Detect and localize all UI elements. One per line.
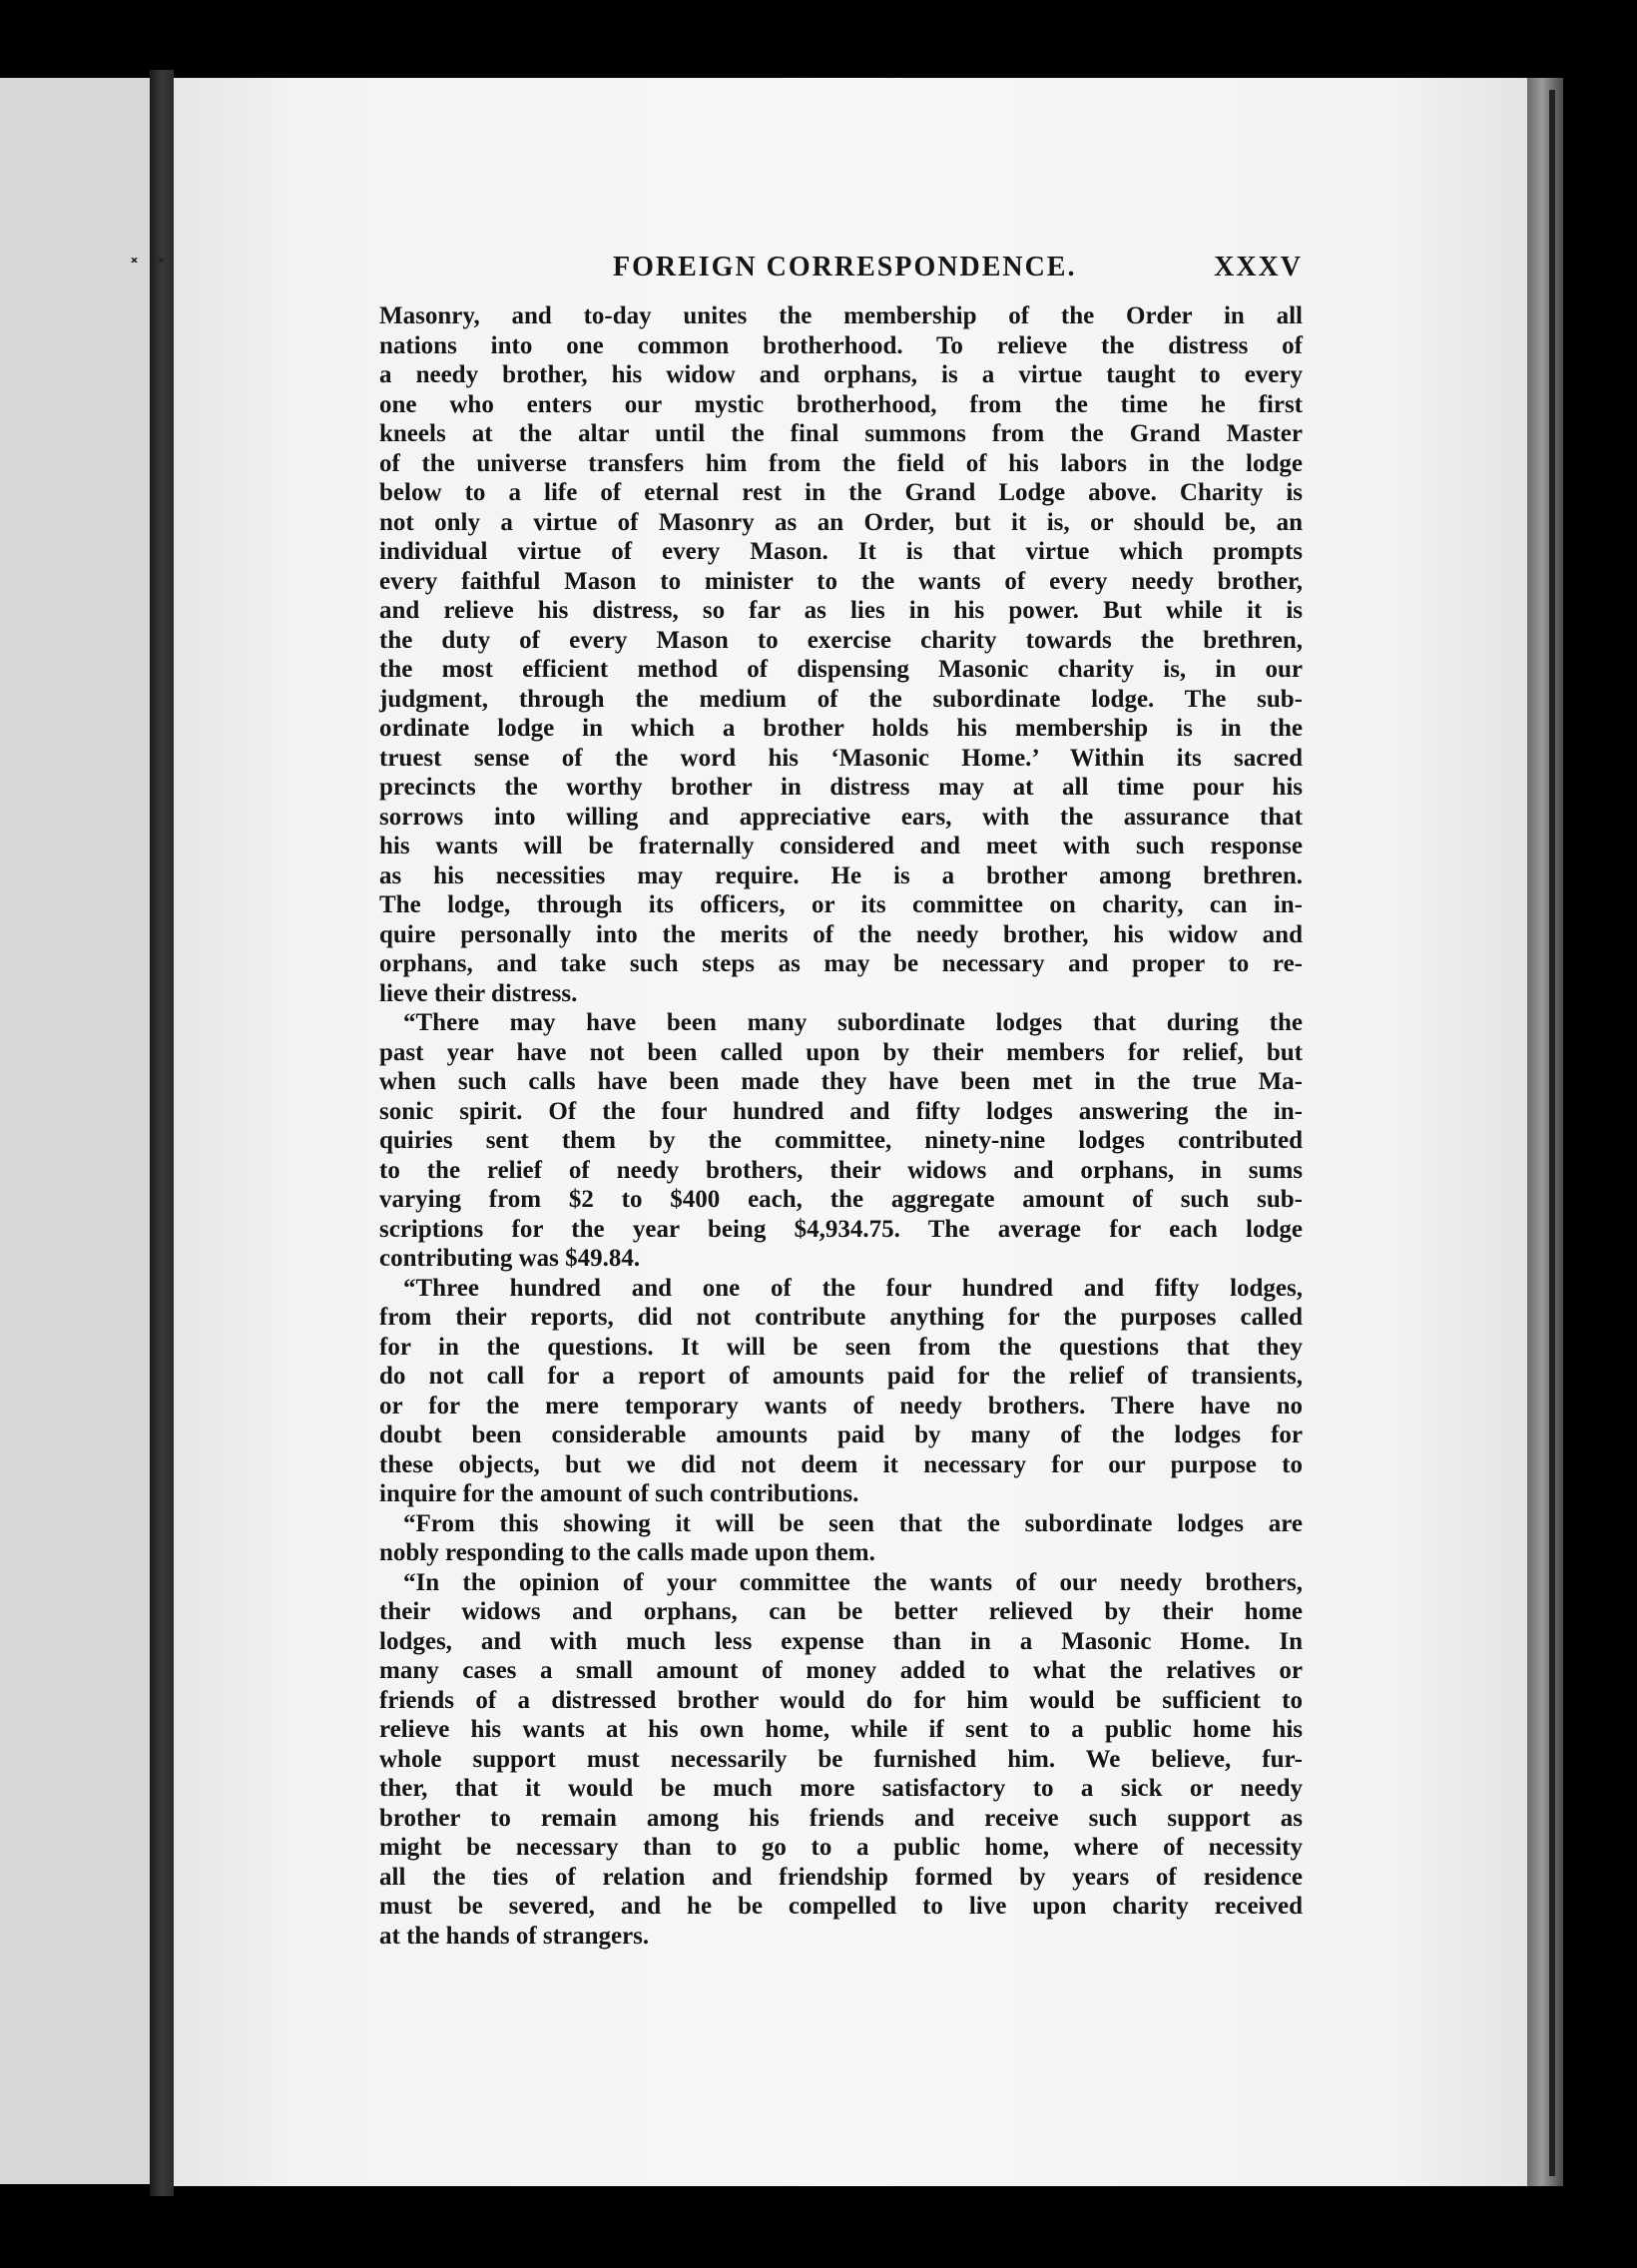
paragraph xyxy=(379,1274,1303,1509)
text-line: lodges, and with much less expense than in a Masonic Home. In xyxy=(379,1627,1303,1655)
page-fore-edge-shadow xyxy=(1549,90,1555,2176)
page-number: XXXV xyxy=(1214,252,1303,283)
body-text xyxy=(379,301,1303,1951)
text-line: nations into one common brotherhood. To relieve the distress of xyxy=(379,331,1303,359)
text-line: scriptions for the year being $4,934.75. The average for each lodge xyxy=(379,1215,1303,1243)
text-line: not only a virtue of Masonry as an Order, but it is, or should be, an xyxy=(379,508,1303,536)
text-line: all the ties of relation and friendship formed by years of residence xyxy=(379,1863,1303,1891)
text-line: the most efficient method of dispensing Masonic charity is, in our xyxy=(379,656,1303,683)
text-line: sonic spirit. Of the four hundred and fifty lodges answering the in- xyxy=(379,1097,1303,1125)
text-line: quire personally into the merits of the needy brother, his widow and xyxy=(379,920,1303,948)
text-line: Masonry, and to-day unites the membership of the Order in all xyxy=(379,302,1303,329)
text-line: contributing was $49.84. xyxy=(379,1245,641,1272)
running-head xyxy=(379,252,1303,301)
text-line: sorrows into willing and appreciative ears, with the assurance that xyxy=(379,803,1303,831)
text-line: and relieve his distress, so far as lies in his power. But while it is xyxy=(379,597,1303,624)
text-line: nobly responding to the calls made upon them. xyxy=(379,1539,875,1566)
text-line: ordinate lodge in which a brother holds his membership is in the xyxy=(379,715,1303,742)
text-line: The lodge, through its officers, or its committee on charity, can in- xyxy=(379,891,1303,918)
text-line: when such calls have been made they have been met in the true Ma- xyxy=(379,1068,1303,1095)
text-line: inquire for the amount of such contributions. xyxy=(379,1480,859,1507)
text-line: do not call for a report of amounts paid for the relief of transients, xyxy=(379,1363,1303,1390)
running-title: FOREIGN CORRESPONDENCE. xyxy=(613,252,1077,283)
text-line: brother to remain among his friends and receive such support as xyxy=(379,1804,1303,1832)
text-line: quiries sent them by the committee, ninety-nine lodges contributed xyxy=(379,1127,1303,1154)
text-line: lieve their distress. xyxy=(379,979,578,1007)
text-line: as his necessities may require. He is a brother among brethren. xyxy=(379,861,1303,889)
text-line: varying from $2 to $400 each, the aggregate amount of such sub- xyxy=(379,1186,1303,1213)
book-gutter xyxy=(150,70,174,2196)
text-line: ther, that it would be much more satisfactory to a sick or needy xyxy=(379,1775,1303,1802)
left-page-edge xyxy=(0,78,150,2184)
text-line: from their reports, did not contribute anything for the purposes called xyxy=(379,1304,1303,1331)
page-text-block xyxy=(379,252,1303,1951)
text-line: at the hands of strangers. xyxy=(379,1922,650,1950)
text-line: to the relief of needy brothers, their widows and orphans, in sums xyxy=(379,1156,1303,1184)
text-line: doubt been considerable amounts paid by many of the lodges for xyxy=(379,1421,1303,1448)
text-line: one who enters our mystic brotherhood, from the time he first xyxy=(379,390,1303,418)
margin-specks: ˟˟ xyxy=(128,256,182,285)
text-line: orphans, and take such steps as may be necessary and proper to re- xyxy=(379,950,1303,977)
text-line: relieve his wants at his own home, while if sent to a public home his xyxy=(379,1716,1303,1743)
text-line: must be severed, and he be compelled to live upon charity received xyxy=(379,1893,1303,1920)
paragraph xyxy=(379,1568,1303,1952)
text-line: judgment, through the medium of the subordinate lodge. The sub- xyxy=(379,685,1303,713)
text-line: their widows and orphans, can be better relieved by their home xyxy=(379,1598,1303,1625)
text-line: truest sense of the word his ‘Masonic Home.’ Within its sacred xyxy=(379,744,1303,772)
text-line: “Three hundred and one of the four hundred and fifty lodges, xyxy=(403,1274,1303,1302)
text-line: past year have not been called upon by their members for relief, but xyxy=(379,1038,1303,1066)
text-line: kneels at the altar until the final summons from the Grand Master xyxy=(379,420,1303,447)
paragraph xyxy=(379,1008,1303,1274)
text-line: “From this showing it will be seen that the subordinate lodges are xyxy=(403,1509,1303,1537)
text-line: individual virtue of every Mason. It is that virtue which prompts xyxy=(379,538,1303,565)
paragraph xyxy=(379,301,1303,1008)
text-line: friends of a distressed brother would do for him would be sufficient to xyxy=(379,1686,1303,1714)
text-line: below to a life of eternal rest in the Grand Lodge above. Charity is xyxy=(379,479,1303,506)
text-line: many cases a small amount of money added to what the relatives or xyxy=(379,1657,1303,1684)
text-line: these objects, but we did not deem it necessary for our purpose to xyxy=(379,1450,1303,1478)
text-line: “In the opinion of your committee the wants of our needy brothers, xyxy=(403,1568,1303,1596)
text-line: the duty of every Mason to exercise charity towards the brethren, xyxy=(379,626,1303,654)
text-line: “There may have been many subordinate lodges that during the xyxy=(403,1009,1303,1036)
text-line: whole support must necessarily be furnished him. We believe, fur- xyxy=(379,1745,1303,1773)
page-fore-edge xyxy=(1527,78,1563,2186)
text-line: a needy brother, his widow and orphans, is a virtue taught to every xyxy=(379,361,1303,388)
text-line: his wants will be fraternally considered and meet with such response xyxy=(379,833,1303,859)
text-line: precincts the worthy brother in distress may at all time pour his xyxy=(379,774,1303,801)
text-line: or for the mere temporary wants of needy brothers. There have no xyxy=(379,1392,1303,1419)
text-line: for in the questions. It will be seen from the questions that they xyxy=(379,1333,1303,1361)
text-line: every faithful Mason to minister to the wants of every needy brother, xyxy=(379,567,1303,595)
text-line: might be necessary than to go to a public home, where of necessity xyxy=(379,1834,1303,1861)
text-line: of the universe transfers him from the field of his labors in the lodge xyxy=(379,449,1303,477)
paragraph xyxy=(379,1509,1303,1568)
